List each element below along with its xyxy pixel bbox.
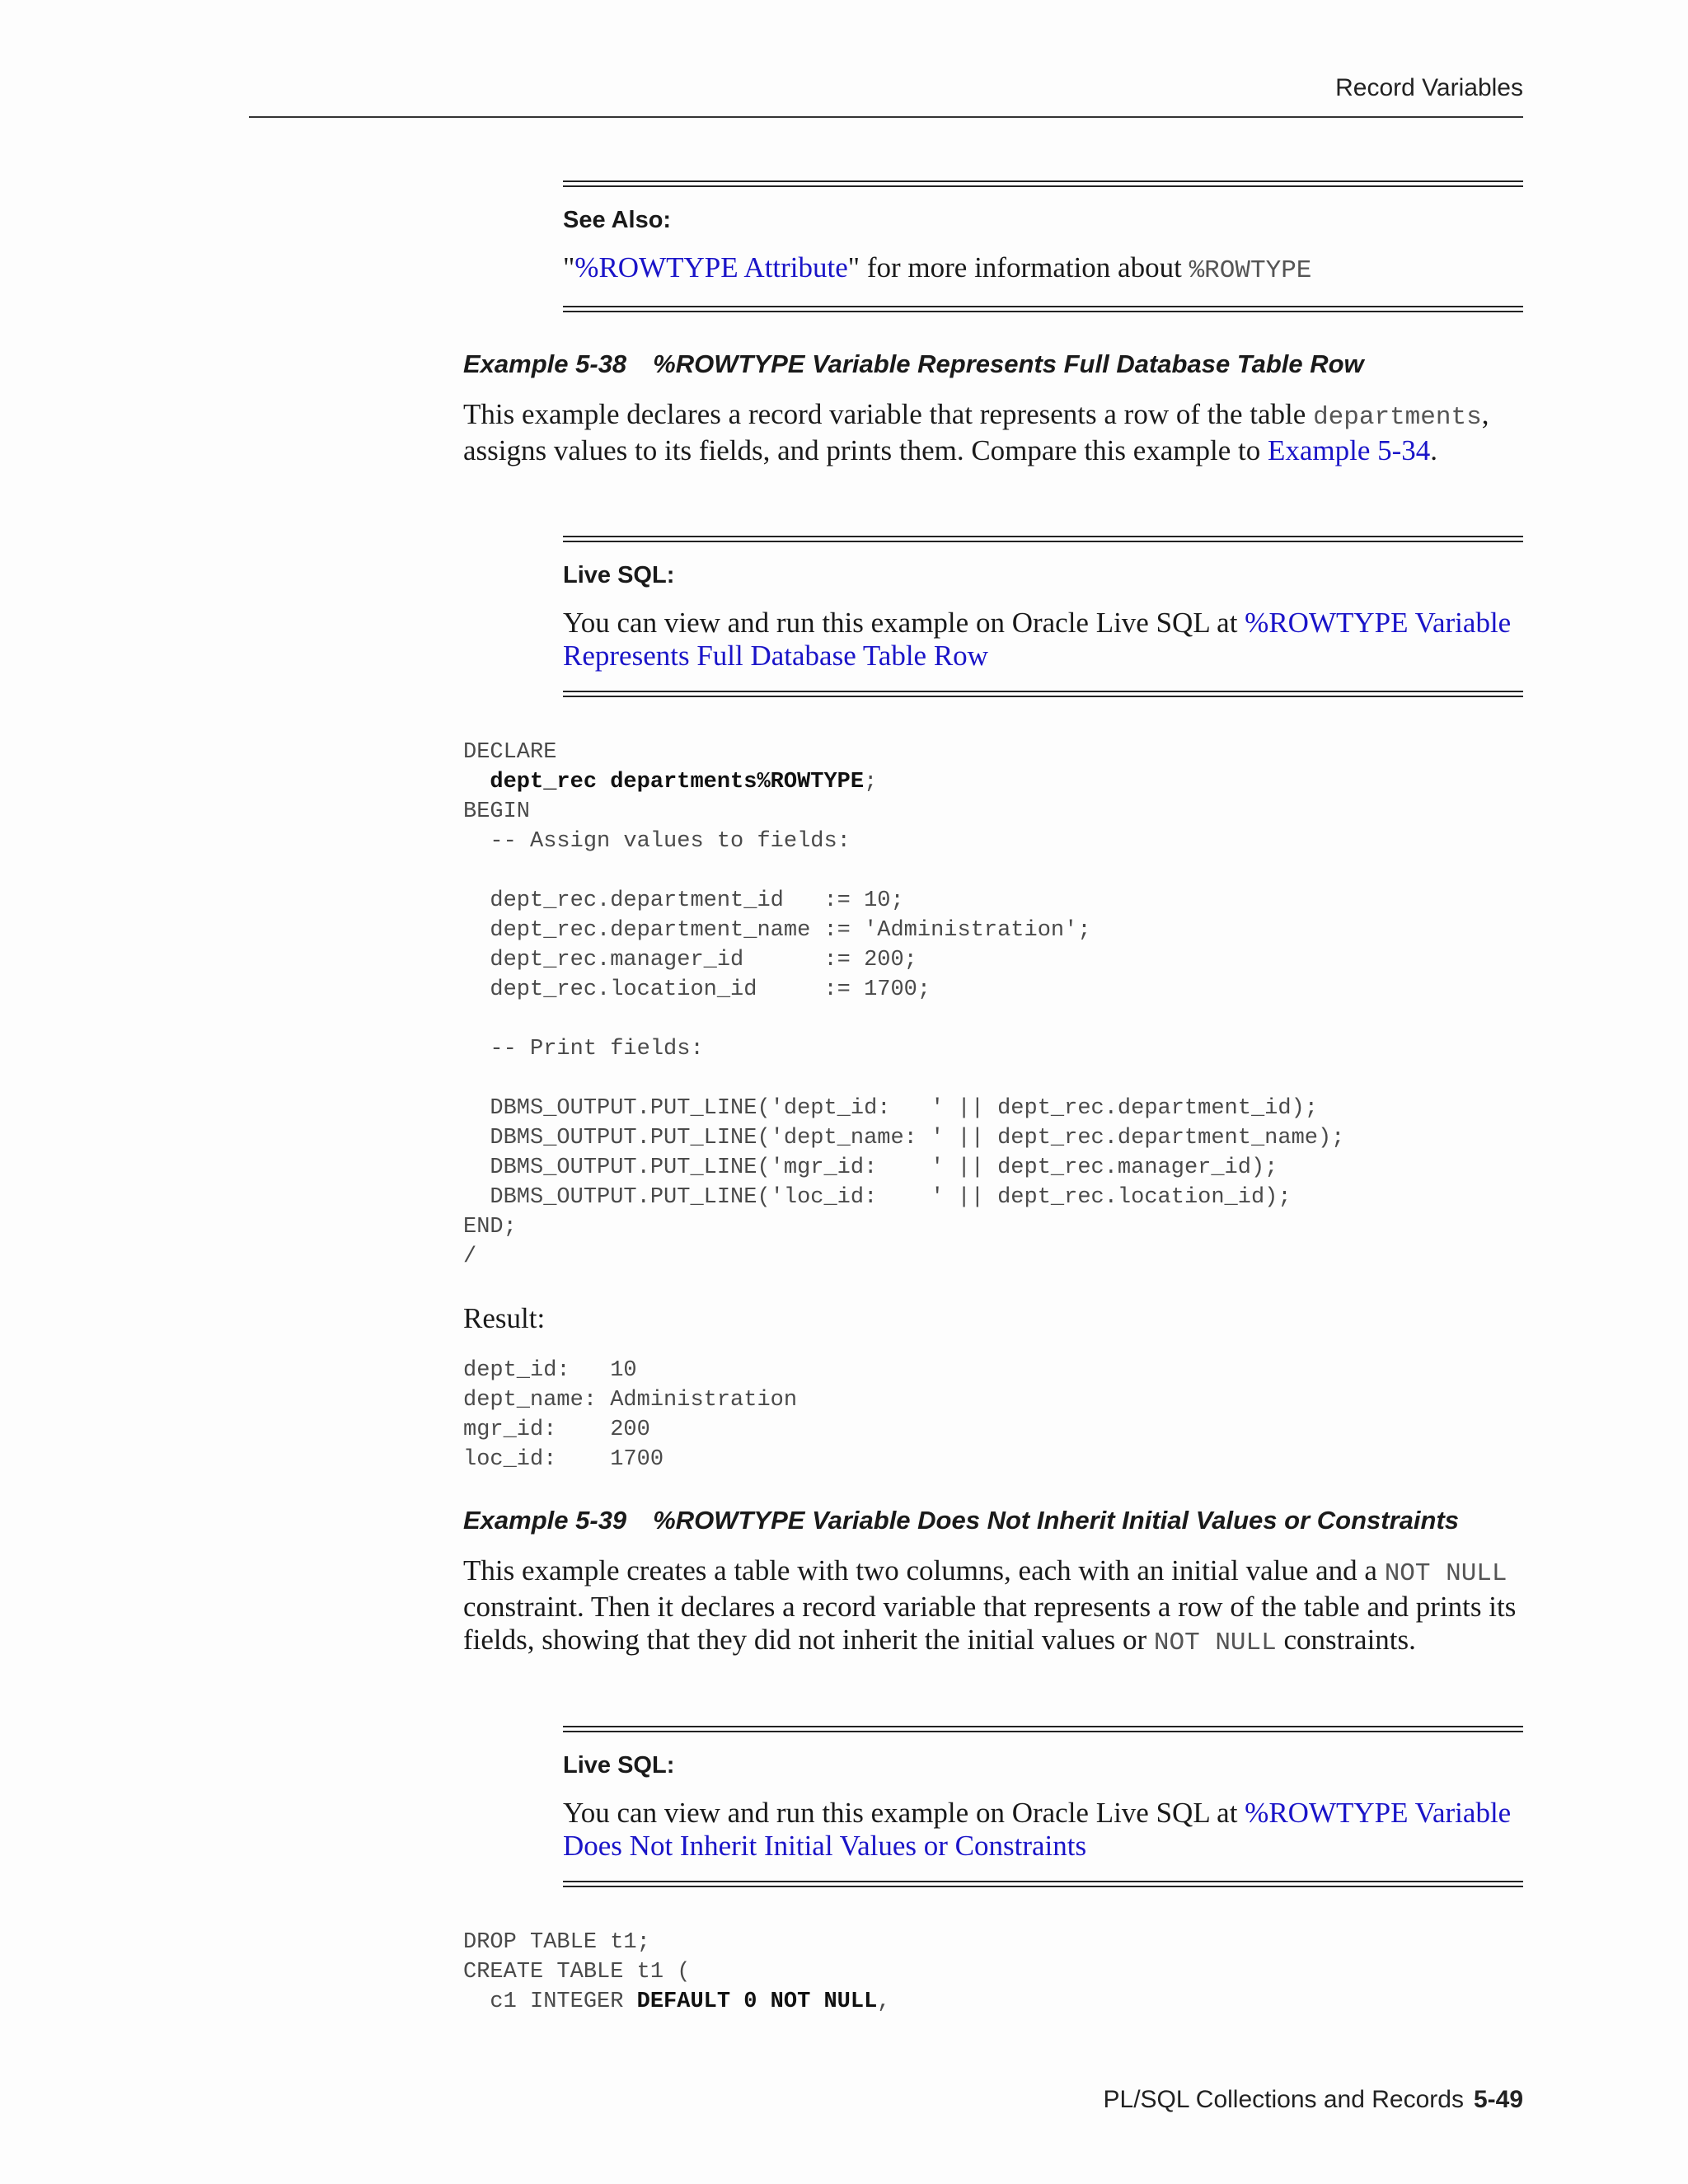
code-text: ; BEGIN -- Assign values to fields: dept_rec.department_id := 10; dept_rec.department_name := 'Administration'; dept_rec.manager_id := 200; dept_rec.location_id := 1700; -- Print fields: DBMS_OUTPUT.PUT_LINE('dept_id: ' || dept_rec.department_id); DBMS_OUTPUT.PUT_LINE('dept_name: ' || dept_rec.department_name); DBMS_OUTPUT.PUT_LINE('mgr_id: ' || dept_rec.manager_id); DBMS_OUTPUT.PUT_LINE('loc_id: ' || dept_rec.location_id); END; / — [463, 770, 1345, 1269]
live-sql-title: Live SQL: — [563, 1752, 675, 1779]
note-top-rule — [563, 180, 1523, 187]
example-38-description — [463, 398, 1526, 467]
live-sql-text: You can view and run this example on Oracle Live SQL at — [563, 1797, 1245, 1829]
note-top-rule — [563, 536, 1523, 542]
page-footer — [1104, 2086, 1524, 2114]
desc-code: departments — [1313, 403, 1482, 432]
live-sql-body — [563, 1797, 1523, 1863]
live-sql-title: Live SQL: — [563, 562, 675, 588]
result-label: Result: — [463, 1302, 546, 1334]
see-also-note — [563, 180, 1523, 312]
desc-code: NOT NULL — [1153, 1629, 1277, 1657]
live-sql-text: You can view and run this example on Oracle Live SQL at — [563, 607, 1245, 639]
close-quote: " — [847, 251, 860, 284]
example-38-title — [463, 349, 1523, 379]
desc-text: This example declares a record variable that represents a row of the table — [463, 398, 1314, 430]
desc-text: constraints. — [1276, 1624, 1416, 1656]
example-38-number: Example 5-38 — [463, 349, 627, 378]
live-sql-body — [563, 607, 1523, 673]
desc-text: , assigns values to its fields, and prints them. Compare this example to — [463, 398, 1489, 466]
example-39-code — [463, 1928, 891, 2017]
see-also-body — [563, 251, 1523, 288]
live-sql-link-38[interactable]: %ROWTYPE Variable Represents Full Database Table Row — [563, 607, 1512, 672]
code-text: , — [877, 1990, 891, 2014]
desc-code: NOT NULL — [1384, 1559, 1507, 1588]
example-39-title — [463, 1506, 1523, 1535]
example-38-result: dept_id: 10 dept_name: Administration mgr_id: 200 loc_id: 1700 — [463, 1358, 798, 1472]
example-39-heading: %ROWTYPE Variable Does Not Inherit Initial Values or Constraints — [653, 1506, 1460, 1535]
code-text: DROP TABLE t1; CREATE TABLE t1 ( c1 INTEGER — [463, 1930, 691, 2014]
code-bold: DEFAULT 0 NOT NULL — [636, 1990, 878, 2014]
example-38-code — [463, 738, 1344, 1272]
live-sql-note-38 — [563, 536, 1523, 697]
see-also-code: %ROWTYPE — [1189, 256, 1312, 285]
example-39-description — [463, 1554, 1526, 1660]
example-38-heading: %ROWTYPE Variable Represents Full Database Table Row — [653, 349, 1364, 378]
header-rule — [249, 116, 1523, 118]
see-also-title: See Also: — [563, 207, 672, 233]
footer-chapter: PL/SQL Collections and Records — [1103, 2086, 1464, 2113]
page-number: 5-49 — [1473, 2086, 1523, 2113]
example-5-34-link[interactable]: Example 5-34 — [1267, 434, 1431, 466]
code-bold: dept_rec departments%ROWTYPE — [490, 770, 865, 794]
running-header: Record Variables — [1335, 74, 1523, 101]
desc-text: This example creates a table with two columns, each with an initial value and a — [463, 1554, 1385, 1586]
see-also-text: for more information about — [860, 251, 1189, 284]
note-top-rule — [563, 1726, 1523, 1732]
note-bottom-rule — [563, 691, 1523, 697]
desc-text: . — [1430, 434, 1438, 466]
note-bottom-rule — [563, 306, 1523, 312]
live-sql-link-39[interactable]: %ROWTYPE Variable Does Not Inherit Initial Values or Constraints — [563, 1797, 1512, 1862]
rowtype-attribute-link[interactable]: %ROWTYPE Attribute — [574, 251, 848, 284]
note-bottom-rule — [563, 1881, 1523, 1887]
open-quote: " — [563, 251, 575, 284]
live-sql-note-39 — [563, 1726, 1523, 1887]
desc-text: constraint. Then it declares a record variable that represents a row of the table and prints its fields, showing that they did not inherit the initial values or — [463, 1591, 1517, 1656]
example-39-number: Example 5-39 — [463, 1506, 627, 1535]
code-text: DECLARE — [463, 740, 557, 765]
